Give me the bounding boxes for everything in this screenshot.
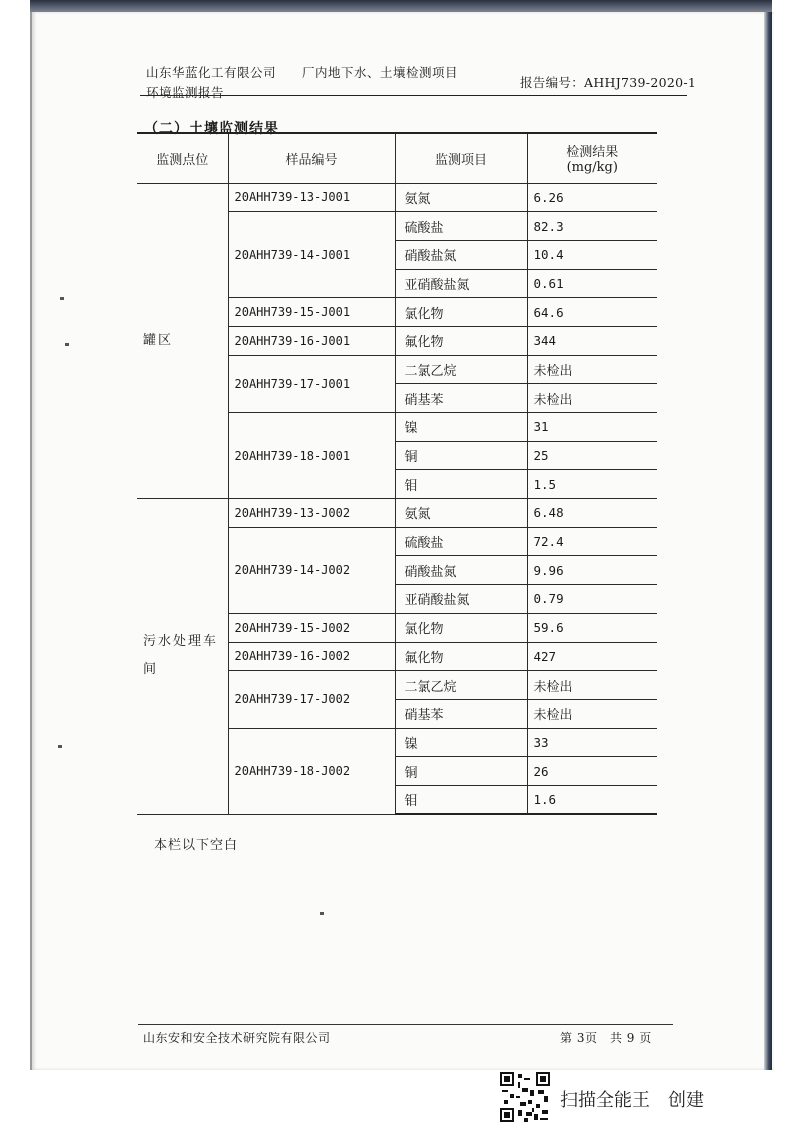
sample-id-cell: 20AHH739-18-J001	[228, 413, 395, 499]
footer-institute: 山东安和安全技术研究院有限公司	[143, 1031, 331, 1045]
table-header-row	[137, 133, 657, 183]
table-body	[137, 183, 657, 814]
sample-id-cell: 20AHH739-14-J001	[228, 212, 395, 298]
result-value-cell: 未检出	[527, 671, 657, 700]
item-name-cell: 二氯乙烷	[395, 355, 527, 384]
sample-id-cell: 20AHH739-17-J001	[228, 355, 395, 412]
result-value-cell: 未检出	[527, 699, 657, 728]
item-name-cell: 硝酸盐氮	[395, 240, 527, 269]
result-value-cell: 6.48	[527, 499, 657, 528]
item-name-cell: 硫酸盐	[395, 212, 527, 241]
soil-results-table	[137, 132, 657, 815]
location-cell: 污水处理车间	[137, 499, 228, 815]
result-value-cell: 6.26	[527, 183, 657, 212]
item-name-cell: 硝基苯	[395, 699, 527, 728]
result-value-cell: 82.3	[527, 212, 657, 241]
item-name-cell: 硫酸盐	[395, 527, 527, 556]
result-value-cell: 344	[527, 326, 657, 355]
sample-id-cell: 20AHH739-13-J001	[228, 183, 395, 212]
result-value-cell: 59.6	[527, 613, 657, 642]
sample-id-cell: 20AHH739-16-J001	[228, 326, 395, 355]
header-divider	[140, 95, 687, 96]
sample-id-cell: 20AHH739-18-J002	[228, 728, 395, 814]
table-row	[137, 183, 657, 212]
sample-id-cell: 20AHH739-13-J002	[228, 499, 395, 528]
item-name-cell: 钼	[395, 470, 527, 499]
scan-speck	[60, 297, 64, 300]
item-name-cell: 硝基苯	[395, 384, 527, 413]
item-name-cell: 氟化物	[395, 642, 527, 671]
column-header-location: 监测点位	[137, 133, 228, 183]
header-report-number: 报告编号：AHHJ739-2020-1	[520, 75, 697, 90]
item-name-cell: 氯化物	[395, 613, 527, 642]
item-name-cell: 氯化物	[395, 298, 527, 327]
item-name-cell: 氨氮	[395, 499, 527, 528]
scanner-watermark-label: 扫描全能王 创建	[560, 1090, 704, 1111]
table-row	[137, 499, 657, 528]
item-name-cell: 镍	[395, 728, 527, 757]
scan-speck	[320, 912, 324, 915]
item-name-cell: 亚硝酸盐氮	[395, 269, 527, 298]
scan-top-edge	[30, 0, 772, 12]
blank-below-note: 本栏以下空白	[154, 838, 239, 853]
result-value-cell: 26	[527, 757, 657, 786]
item-name-cell: 亚硝酸盐氮	[395, 585, 527, 614]
section-title: （二）土壤监测结果	[144, 121, 279, 137]
sample-id-cell: 20AHH739-17-J002	[228, 671, 395, 728]
item-name-cell: 镍	[395, 413, 527, 442]
result-value-cell: 9.96	[527, 556, 657, 585]
footer-divider	[138, 1024, 673, 1025]
scan-speck	[58, 745, 62, 748]
result-value-cell: 72.4	[527, 527, 657, 556]
item-name-cell: 二氯乙烷	[395, 671, 527, 700]
result-value-cell: 31	[527, 413, 657, 442]
header-company-project: 山东华蓝化工有限公司 厂内地下水、土壤检测项目	[146, 65, 459, 80]
qr-code-icon	[500, 1072, 550, 1122]
item-name-cell: 硝酸盐氮	[395, 556, 527, 585]
location-cell: 罐区	[137, 183, 228, 499]
result-value-cell: 25	[527, 441, 657, 470]
sample-id-cell: 20AHH739-15-J002	[228, 613, 395, 642]
sample-id-cell: 20AHH739-14-J002	[228, 527, 395, 613]
item-name-cell: 氨氮	[395, 183, 527, 212]
result-value-cell: 0.79	[527, 585, 657, 614]
scan-speck	[65, 343, 69, 346]
column-header-result-label: 检测结果	[566, 145, 619, 161]
item-name-cell: 氟化物	[395, 326, 527, 355]
column-header-result-unit: (mg/kg)	[566, 160, 618, 176]
item-name-cell: 铜	[395, 757, 527, 786]
result-value-cell: 1.6	[527, 785, 657, 814]
item-name-cell: 铜	[395, 441, 527, 470]
result-value-cell: 1.5	[527, 470, 657, 499]
footer-page-number: 第 3页 共 9 页	[560, 1031, 652, 1045]
column-header-result	[527, 133, 657, 183]
sample-id-cell: 20AHH739-16-J002	[228, 642, 395, 671]
result-value-cell: 0.61	[527, 269, 657, 298]
result-value-cell: 未检出	[527, 355, 657, 384]
item-name-cell: 钼	[395, 785, 527, 814]
column-header-item: 监测项目	[395, 133, 527, 183]
result-value-cell: 33	[527, 728, 657, 757]
column-header-sample-id: 样品编号	[228, 133, 395, 183]
header-report-type: 环境监测报告	[146, 85, 225, 100]
result-value-cell: 64.6	[527, 298, 657, 327]
result-value-cell: 427	[527, 642, 657, 671]
sample-id-cell: 20AHH739-15-J001	[228, 298, 395, 327]
result-value-cell: 未检出	[527, 384, 657, 413]
result-value-cell: 10.4	[527, 240, 657, 269]
scan-right-edge	[764, 12, 772, 1070]
